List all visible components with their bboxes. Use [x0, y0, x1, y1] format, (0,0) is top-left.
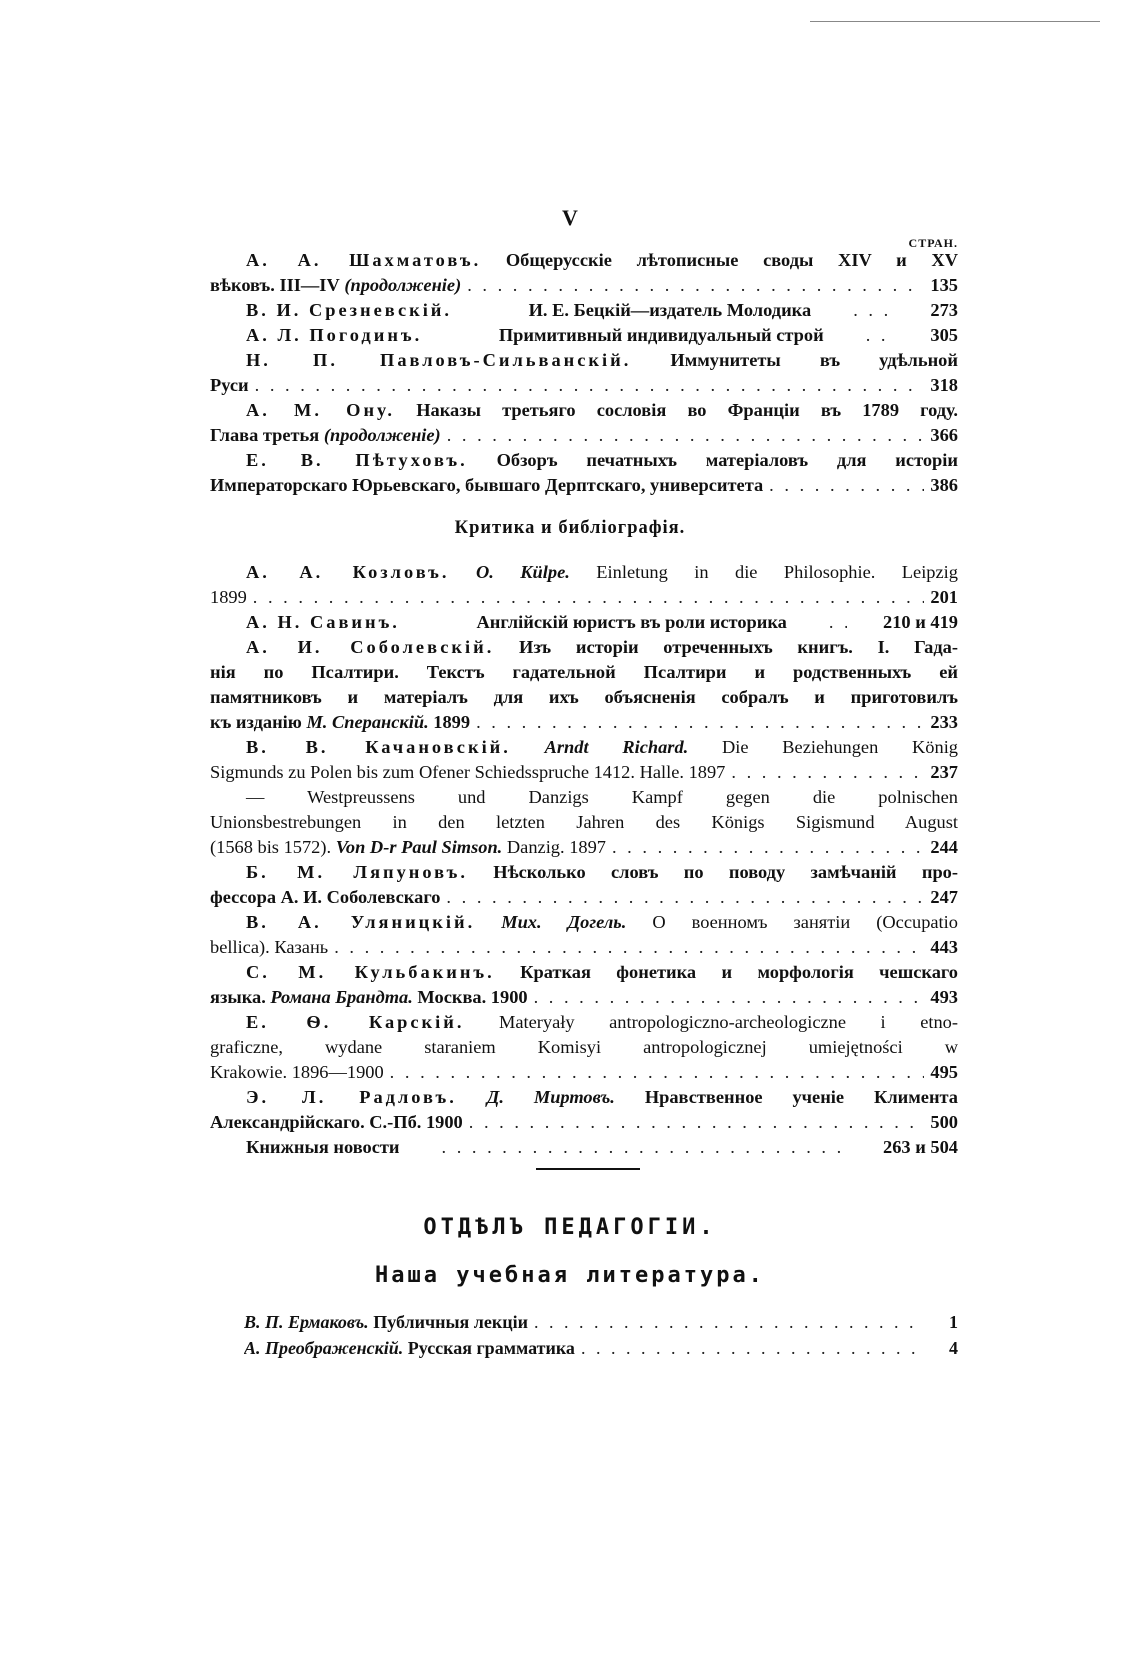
entry-author: А. И. Соболевскій. [246, 637, 495, 657]
entry-page: 1 [949, 1312, 958, 1332]
entry-title: Westpreussens und Danzigs Kampf gegen die polnischen [307, 787, 958, 807]
entry-page: 247 [930, 887, 958, 907]
reviewed-author: М. Сперанскій. [306, 712, 429, 732]
reviewed-author: Мих. Догель. [501, 912, 627, 932]
entry-title: graficzne, wydane staraniem Komisyi antropologicznej umiejętności w [210, 1037, 958, 1057]
reviewed-author: О. Külpe. [475, 562, 570, 582]
entry-page: 135 [930, 275, 958, 295]
entry-page: 318 [930, 375, 958, 395]
entry-title: И. Е. Бецкій—издатель Молодика [528, 300, 812, 320]
entry-title: Нѣсколько словъ по поводу замѣчаній про- [493, 862, 958, 882]
entry-page: 273 [930, 300, 958, 320]
toc-entry [210, 785, 958, 860]
entry-title: фессора А. И. Соболевскаго [210, 887, 441, 907]
entry-page: 237 [930, 762, 958, 782]
toc-entry [210, 1085, 958, 1135]
entry-author: А. Преображенскій. [244, 1338, 404, 1358]
entry-title: Общерусскіе лѣтописные своды XIV и XV [505, 250, 958, 270]
entry-title: Krakowie. 1896—1900 [210, 1062, 384, 1082]
entry-author: А. М. Ону. [246, 400, 396, 420]
entry-author: С. М. Кульбакинъ. [246, 962, 495, 982]
toc-entry [210, 398, 958, 448]
entry-author: Е. Ѳ. Карскій. [246, 1012, 465, 1032]
entry-note: (продолженіе) [344, 275, 462, 295]
entry-title: Нравственное ученіе Климента [644, 1087, 958, 1107]
entry-title: Наказы третьяго сословія во Франціи въ 1789 году. [416, 400, 958, 420]
entry-title: Москва. 1900 [417, 987, 528, 1007]
entry-title: Изъ исторіи отреченныхъ книгъ. I. Гада- [519, 637, 958, 657]
entry-title: Unionsbestrebungen in den letzten Jahren des Königs Sigismund August [210, 812, 958, 832]
entry-title: вѣковъ. III—IV [210, 275, 340, 295]
entry-title: Русская грамматика [407, 1338, 575, 1358]
entry-author: Н. П. Павловъ-Сильванскій. [246, 350, 632, 370]
page-number: V [562, 205, 578, 230]
section-divider [536, 1168, 640, 1170]
entry-title: памятниковъ и матеріалъ для ихъ объясненія собралъ и приготовилъ [210, 687, 958, 707]
entry-title: языка. [210, 987, 266, 1007]
entry-author: В. И. Срезневскій. [246, 300, 453, 320]
toc-entry [210, 348, 958, 398]
entry-title: 1899 [433, 712, 471, 732]
entry-title: bellica). Казань [210, 937, 329, 957]
entry-author: В. В. Качановскій. [246, 737, 511, 757]
entry-title: Einletung in die Philosophie. Leipzig [596, 562, 958, 582]
entry-page: 386 [930, 475, 958, 495]
entry-page: 244 [930, 837, 958, 857]
toc-entry [210, 298, 958, 323]
reviewed-author: Романа Брандта. [270, 987, 413, 1007]
entry-page: 500 [930, 1112, 958, 1132]
entry-title: нія по Псалтири. Текстъ гадательной Псалтири и родственныхъ ей [210, 662, 958, 682]
toc-entry [210, 560, 958, 610]
entry-page: 305 [930, 325, 958, 345]
top-rule [810, 21, 1100, 22]
entry-page: 443 [930, 937, 958, 957]
entry-title: Иммунитеты въ удѣльной [670, 350, 958, 370]
toc-entry [210, 910, 958, 960]
toc-entry [210, 860, 958, 910]
entry-author: А. Л. Погодинъ. [246, 325, 423, 345]
toc-entry [210, 323, 958, 348]
entry-page: 4 [949, 1338, 958, 1358]
reviewed-author: Arndt Richard. [544, 737, 689, 757]
entry-title: Краткая фонетика и морфологія чешскаго [520, 962, 958, 982]
entry-title: (1568 bis 1572). [210, 837, 332, 857]
entry-note: (продолженіе) [323, 425, 441, 445]
entry-author: А. А. Шахматовъ. [246, 250, 482, 270]
reviewed-author: Д. Миртовъ. [486, 1087, 615, 1107]
entry-author: Б. М. Ляпуновъ. [246, 862, 468, 882]
entry-page: 201 [930, 587, 958, 607]
toc-entry [210, 1135, 958, 1160]
entry-title: Danzig. 1897 [506, 837, 606, 857]
toc-entry [244, 1309, 958, 1335]
pages-column-header: СТРАН. [908, 236, 958, 250]
entry-page: 366 [930, 425, 958, 445]
entry-title: 1899 [210, 587, 247, 607]
entry-title: Руси [210, 375, 249, 395]
entry-title: Александрійскаго. С.-Пб. 1900 [210, 1112, 463, 1132]
entry-title: Книжныя новости [246, 1137, 400, 1157]
entry-title: къ изданію [210, 712, 302, 732]
toc-entry [210, 448, 958, 498]
entry-title: Примитивный индивидуальный строй [498, 325, 824, 345]
toc-entry [210, 735, 958, 785]
toc-entry [210, 1010, 958, 1085]
toc-entry [210, 635, 958, 735]
entry-page: 493 [930, 987, 958, 1007]
toc-entry [210, 610, 958, 635]
critique-heading: Критика и библіографія. [454, 518, 686, 538]
entry-author: Е. В. Пѣтуховъ. [246, 450, 468, 470]
entry-author: А. А. Козловъ. [246, 562, 450, 582]
entry-page: 233 [930, 712, 958, 732]
entry-author: А. Н. Савинъ. [246, 612, 400, 632]
toc-entry [210, 248, 958, 298]
entry-title: Глава третья [210, 425, 320, 445]
pedagogy-heading: ОТДѢЛЪ ПЕДАГОГІИ. [423, 1215, 717, 1240]
entry-title: О военномъ занятіи (Occupatio [652, 912, 958, 932]
reviewed-author: Von D-r Paul Simson. [335, 837, 503, 857]
toc-entry [244, 1335, 958, 1361]
pedagogy-list [244, 1309, 958, 1361]
entry-title: Обзоръ печатныхъ матеріаловъ для исторіи [496, 450, 958, 470]
entry-title: Публичныя лекціи [373, 1312, 528, 1332]
entry-title: Die Beziehungen König [721, 737, 958, 757]
entry-author: В. П. Ермаковъ. [244, 1312, 369, 1332]
ditto-dash: — [246, 787, 265, 807]
entry-page: 210 и 419 [883, 612, 958, 632]
entry-author: Э. Л. Радловъ. [246, 1087, 457, 1107]
entry-author: В. А. Уляницкій. [246, 912, 476, 932]
entry-page: 495 [930, 1062, 958, 1082]
toc-entry [210, 960, 958, 1010]
critique-list [210, 560, 958, 1160]
entry-title: Англійскій юристъ въ роли историка [476, 612, 787, 632]
articles-list [210, 248, 958, 498]
entry-page: 263 и 504 [883, 1137, 958, 1157]
entry-title: Императорскаго Юрьевскаго, бывшаго Дерптскаго, университета [210, 475, 764, 495]
pedagogy-subheading: Наша учебная литература. [375, 1263, 765, 1288]
entry-title: Sigmunds zu Polen bis zum Ofener Schiedsspruche 1412. Halle. 1897 [210, 762, 726, 782]
entry-title: Materyały antropologiczno-archeologiczne i etno- [498, 1012, 958, 1032]
